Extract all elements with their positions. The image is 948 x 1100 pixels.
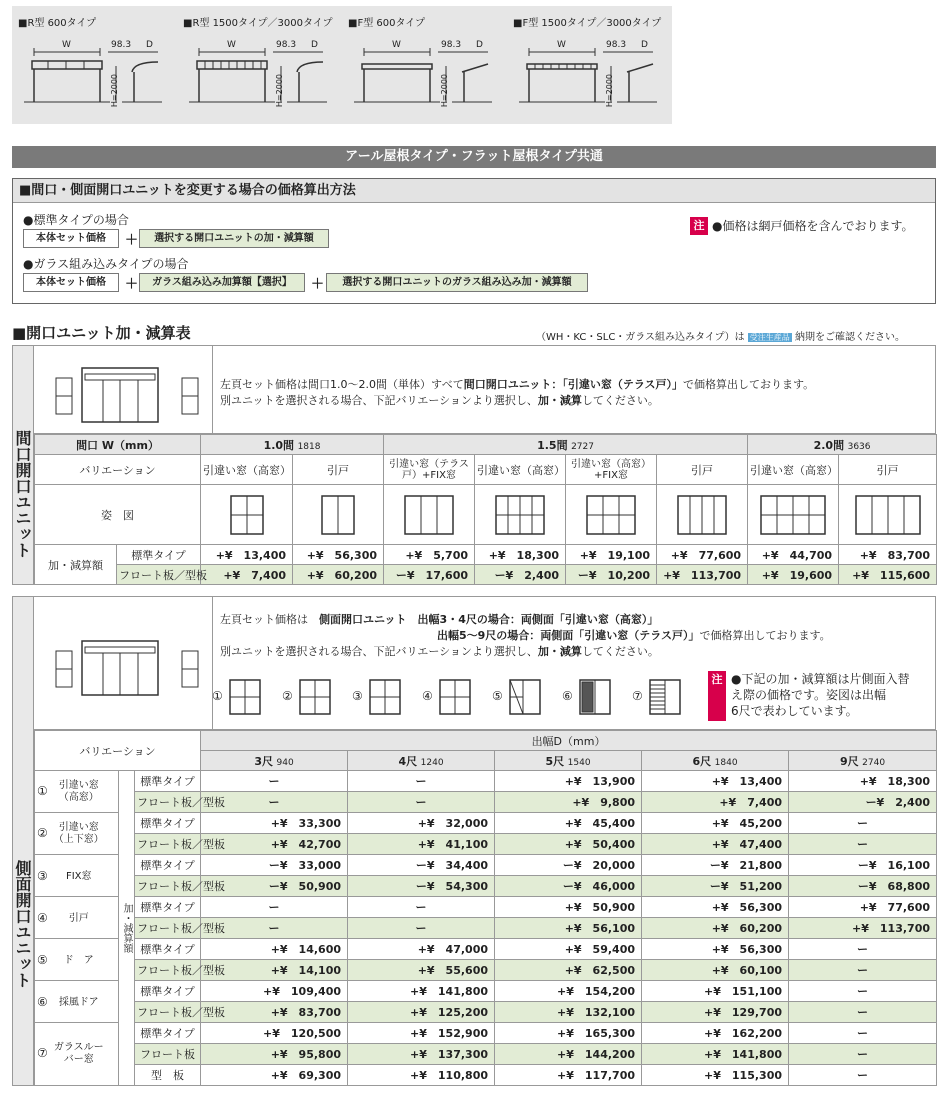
group-name: 2.0間 (813, 438, 845, 452)
price-cell: ー¥ 54,300 (348, 876, 495, 897)
door-icon (509, 679, 541, 715)
unit-name-cell (35, 813, 119, 855)
price-cell: +¥ 42,700 (201, 834, 348, 855)
col-name: 6尺 (692, 754, 712, 768)
confirm-pre: （WH・KC・SLC・ガラス組み込みタイプ）は (536, 332, 745, 343)
col-name: 9尺 (839, 754, 859, 768)
price-cell: +¥ 141,800 (348, 981, 495, 1002)
price-cell: ー¥ 50,900 (201, 876, 348, 897)
price-cell: ー (789, 1002, 937, 1023)
row-type: 標準タイプ (135, 855, 201, 876)
side-desc-line1 (220, 611, 658, 627)
sliding-window-icon (229, 679, 261, 715)
price-cell: ー¥ 2,400 (475, 565, 566, 585)
price-cell: +¥ 60,200 (293, 565, 384, 585)
frontage-table (34, 434, 937, 585)
variation-cell: 引違い窓（高窓）+FIX窓 (566, 455, 657, 485)
figure-cell (839, 485, 937, 545)
price-cell: +¥ 77,600 (789, 897, 937, 918)
ventilation-door-icon (579, 679, 611, 715)
note-line: 6尺で表わしています。 (731, 704, 858, 718)
desc-bold: 間口開口ユニット：「引違い窓（テラス戸）」 (463, 378, 684, 391)
row-type: 標準タイプ (135, 897, 201, 918)
price-cell: +¥ 151,100 (642, 981, 789, 1002)
frontage-intro (34, 345, 936, 434)
group-1 (201, 435, 384, 455)
dim-d: D (311, 40, 318, 50)
col-mm: 1840 (714, 757, 738, 768)
table-row (35, 897, 937, 918)
side-note (731, 671, 909, 719)
price-cell: ー¥ 33,000 (201, 855, 348, 876)
table-row (35, 876, 937, 897)
row-type: フロート板／型板 (135, 834, 201, 855)
price-cell: +¥ 45,200 (642, 813, 789, 834)
col-mm: 1240 (420, 757, 444, 768)
variation-cell: 引戸 (657, 455, 748, 485)
glass-label: ●ガラス組み込みタイプの場合 (23, 257, 189, 271)
col-mm: 2740 (862, 757, 886, 768)
price-cell: +¥ 132,100 (495, 1002, 642, 1023)
dim-h: H=2000 (275, 74, 284, 108)
col-5shaku (495, 751, 642, 771)
var-header: バリエーション (35, 455, 201, 485)
frontage-unit-illustration (54, 360, 204, 426)
adj-table-title: ■開口ユニット加・減算表 (12, 324, 191, 342)
row-type: フロート板／型板 (135, 1002, 201, 1023)
price-cell: ー (789, 1044, 937, 1065)
dim-w: W (227, 40, 236, 50)
frontage-desc-line1 (220, 376, 814, 392)
price-cell: ー (348, 918, 495, 939)
var-header: バリエーション (35, 731, 201, 771)
dim-w: W (392, 40, 401, 50)
row-type: フロート板／型板 (117, 565, 201, 585)
price-calc-box (12, 178, 936, 304)
glass-base-chip: 本体セット価格 (23, 273, 119, 292)
side-desc-line2 (437, 627, 831, 643)
figure-cell (384, 485, 475, 545)
side-unit-illustration (54, 633, 204, 699)
table-row (35, 960, 937, 981)
glass-add1-chip: ガラス組み込み加算額【選択】 (139, 273, 305, 292)
price-cell: +¥ 33,300 (201, 813, 348, 834)
price-cell: +¥ 45,400 (495, 813, 642, 834)
price-cell: +¥ 115,300 (642, 1065, 789, 1086)
price-cell: ー¥ 21,800 (642, 855, 789, 876)
diagram-label: ■F型 1500タイプ／3000タイプ (513, 18, 662, 29)
sliding-door-icon (855, 495, 921, 535)
variation-cell: 引違い窓（高窓） (201, 455, 293, 485)
updown-window-icon (299, 679, 331, 715)
unit-name: 採風ドア (58, 996, 99, 1008)
price-cell: ー (348, 897, 495, 918)
unit-num: ④ (37, 910, 48, 925)
unit-name: 引違い窓（上下窓） (53, 821, 104, 845)
price-cell: ー (789, 981, 937, 1002)
price-cell: +¥ 83,700 (839, 545, 937, 565)
price-cell: +¥ 56,300 (293, 545, 384, 565)
price-cell: +¥ 165,300 (495, 1023, 642, 1044)
terrace-fix-icon (404, 495, 454, 535)
row-type: 標準タイプ (135, 1023, 201, 1044)
price-cell: +¥ 115,600 (839, 565, 937, 585)
frontage-side-label: 間口開口ユニット (12, 345, 34, 585)
price-cell: ー (789, 960, 937, 981)
price-cell: +¥ 18,300 (789, 771, 937, 792)
price-cell: +¥ 18,300 (475, 545, 566, 565)
row-type: フロート板／型板 (135, 918, 201, 939)
price-cell: +¥ 7,400 (201, 565, 293, 585)
price-cell: +¥ 152,900 (348, 1023, 495, 1044)
table-row (35, 834, 937, 855)
price-cell: +¥ 47,000 (348, 939, 495, 960)
price-cell: ー¥ 34,400 (348, 855, 495, 876)
unit-name: ガラスルーバー窓 (53, 1042, 104, 1065)
dim-h: H=2000 (605, 74, 614, 108)
price-cell: +¥ 41,100 (348, 834, 495, 855)
louver-window-icon (649, 679, 681, 715)
desc-text: で価格算出しております。 (683, 378, 815, 391)
diagram-label: ■R型 600タイプ (18, 18, 97, 29)
unit-name: ド ア (63, 954, 94, 966)
desc-bold: 出幅5～9尺の場合： (437, 629, 541, 642)
dim-h: H=2000 (440, 74, 449, 108)
table-row (35, 1023, 937, 1044)
price-cell: ー¥ 51,200 (642, 876, 789, 897)
fig-num: ③ (352, 689, 363, 703)
diagram-label: ■F型 600タイプ (348, 18, 425, 29)
price-cell: +¥ 56,100 (495, 918, 642, 939)
price-cell: ー¥ 68,800 (789, 876, 937, 897)
made-to-order-badge: 受注生産品 (749, 333, 790, 342)
unit-name: FIX窓 (65, 870, 92, 882)
price-cell: +¥ 32,000 (348, 813, 495, 834)
price-cell: +¥ 154,200 (495, 981, 642, 1002)
diagram-label: ■R型 1500タイプ／3000タイプ (183, 18, 333, 29)
table-row (35, 813, 937, 834)
price-cell: +¥ 60,100 (642, 960, 789, 981)
row-type: フロート板 (135, 1044, 201, 1065)
section-banner: アール屋根タイプ・フラット屋根タイプ共通 (12, 146, 936, 168)
sliding-window-icon (230, 495, 264, 535)
price-cell: +¥ 137,300 (348, 1044, 495, 1065)
price-cell: +¥ 55,600 (348, 960, 495, 981)
col-mm: 940 (276, 757, 294, 768)
col-name: 4尺 (398, 754, 418, 768)
price-cell: ー¥ 20,000 (495, 855, 642, 876)
table-row (35, 939, 937, 960)
price-cell: ー (201, 897, 348, 918)
desc-bold: 両側面「引違い窓（高窓）」 (520, 613, 659, 626)
variation-cell: 引違い窓（テラス戸）+FIX窓 (384, 455, 475, 485)
col-9shaku (789, 751, 937, 771)
price-cell: +¥ 19,100 (566, 545, 657, 565)
price-cell: ー¥ 46,000 (495, 876, 642, 897)
desc-bold: 加・減算 (537, 394, 582, 407)
plus-sign: ＋ (125, 233, 139, 248)
unit-name: 引違い窓（高窓） (58, 779, 99, 803)
note-line: え際の価格です。姿図は出幅 (731, 688, 887, 702)
note-line: ●下記の加・減算額は片側面入替 (731, 672, 910, 686)
price-cell: +¥ 59,400 (495, 939, 642, 960)
table-row (35, 918, 937, 939)
row-type: 標準タイプ (135, 813, 201, 834)
desc-text: してください。 (581, 645, 659, 658)
price-cell: +¥ 109,400 (201, 981, 348, 1002)
price-cell: ー (201, 771, 348, 792)
frontage-desc-line2 (220, 392, 659, 408)
note-mark: 注 (690, 217, 708, 235)
dim-w: W (62, 40, 71, 50)
unit-num: ③ (37, 868, 48, 883)
row-type: 型 板 (135, 1065, 201, 1086)
price-cell: +¥ 56,300 (642, 897, 789, 918)
figure-cell (293, 485, 384, 545)
price-cell: ー¥ 2,400 (789, 792, 937, 813)
std-label: ●標準タイプの場合 (23, 213, 129, 227)
dim-d: D (146, 40, 153, 50)
sliding-door-icon (677, 495, 727, 535)
price-cell: +¥ 19,600 (748, 565, 839, 585)
price-cell: +¥ 50,900 (495, 897, 642, 918)
row-type: 標準タイプ (135, 771, 201, 792)
price-cell: ー (201, 918, 348, 939)
desc-text: 左頁セット価格は (220, 613, 308, 626)
unit-num: ② (37, 825, 48, 840)
unit-num: ⑦ (37, 1046, 48, 1060)
price-cell: +¥ 83,700 (201, 1002, 348, 1023)
calc-title: ■間口・側面開口ユニットを変更する場合の価格算出方法 (13, 179, 935, 203)
side-desc-line3 (220, 643, 659, 659)
confirm-note (536, 328, 905, 343)
col-name: 5尺 (545, 754, 565, 768)
col-mm: 1540 (567, 757, 591, 768)
price-cell: +¥ 9,800 (495, 792, 642, 813)
row-type: フロート板／型板 (135, 792, 201, 813)
unit-name-cell (35, 855, 119, 897)
unit-name-cell (35, 897, 119, 939)
row-type: フロート板／型板 (135, 876, 201, 897)
unit-num: ⑥ (37, 994, 48, 1009)
row-type: 標準タイプ (135, 981, 201, 1002)
group-mm: 1818 (297, 441, 321, 452)
plus-sign: ＋ (311, 277, 325, 292)
price-cell: ー (789, 939, 937, 960)
price-cell: ー (201, 792, 348, 813)
col-6shaku (642, 751, 789, 771)
dim-d: D (476, 40, 483, 50)
group-mm: 2727 (571, 441, 594, 452)
price-cell: +¥ 129,700 (642, 1002, 789, 1023)
group-15 (384, 435, 748, 455)
price-cell: +¥ 7,400 (642, 792, 789, 813)
col-3shaku (201, 751, 348, 771)
figure-cell (657, 485, 748, 545)
desc-bold: 両側面「引違い窓（テラス戸）」 (540, 629, 700, 642)
adj-label: 加・減算額 (35, 545, 117, 585)
variation-cell: 引戸 (293, 455, 384, 485)
price-cell: +¥ 5,700 (384, 545, 475, 565)
price-cell: +¥ 95,800 (201, 1044, 348, 1065)
price-cell: +¥ 144,200 (495, 1044, 642, 1065)
unit-name: 引戸 (68, 912, 89, 924)
price-cell: +¥ 56,300 (642, 939, 789, 960)
variation-cell: 引戸 (839, 455, 937, 485)
top-diagram-panel (12, 6, 672, 124)
table-row (35, 792, 937, 813)
group-mm: 3636 (847, 441, 871, 452)
price-cell: +¥ 44,700 (748, 545, 839, 565)
adj-label: 加・減算額 (119, 771, 135, 1086)
price-cell: ー (789, 1065, 937, 1086)
fig-num: ① (212, 689, 223, 703)
dim-gap: 98.3 (276, 40, 297, 50)
figure-cell (201, 485, 293, 545)
unit-name-cell (35, 771, 119, 813)
side-side-label: 側面開口ユニット (12, 596, 34, 1086)
price-cell: ー (348, 792, 495, 813)
fig-num: ④ (422, 689, 433, 703)
price-cell: +¥ 13,900 (495, 771, 642, 792)
group-name: 1.5間 (537, 438, 568, 452)
price-cell: +¥ 117,700 (495, 1065, 642, 1086)
high-window-fix-icon (586, 495, 636, 535)
price-cell: ー (789, 813, 937, 834)
table-row (35, 1044, 937, 1065)
dim-gap: 98.3 (606, 40, 627, 50)
high-window-icon (760, 495, 826, 535)
unit-name-cell (35, 939, 119, 981)
fig-num: ⑥ (562, 689, 573, 703)
unit-num: ① (37, 783, 48, 798)
price-cell: ー (789, 834, 937, 855)
figure-cell (566, 485, 657, 545)
desc-text: 別ユニットを選択される場合、下記バリエーションより選択し、 (220, 645, 538, 658)
dim-gap: 98.3 (111, 40, 132, 50)
price-cell: +¥ 113,700 (657, 565, 748, 585)
side-table (34, 730, 937, 1086)
note-mark: 注 (708, 671, 726, 721)
price-cell: ー¥ 16,100 (789, 855, 937, 876)
price-cell: +¥ 113,700 (789, 918, 937, 939)
price-cell: ー¥ 17,600 (384, 565, 475, 585)
sliding-door-icon (439, 679, 471, 715)
figure-cell (475, 485, 566, 545)
desc-text: 左頁セット価格は間口1.0～2.0間（単体）すべて (220, 378, 464, 391)
price-cell: +¥ 47,400 (642, 834, 789, 855)
high-window-icon (495, 495, 545, 535)
price-cell: ー¥ 10,200 (566, 565, 657, 585)
fig-header: 姿 図 (35, 485, 201, 545)
glass-add2-chip: 選択する開口ユニットのガラス組み込み加・減算額 (326, 273, 588, 292)
price-cell: +¥ 162,200 (642, 1023, 789, 1044)
std-add-chip: 選択する開口ユニットの加・減算額 (139, 229, 329, 248)
price-cell: +¥ 69,300 (201, 1065, 348, 1086)
row-type: フロート板／型板 (135, 960, 201, 981)
group-name: 1.0間 (263, 438, 295, 452)
price-cell: +¥ 110,800 (348, 1065, 495, 1086)
dim-h: H=2000 (110, 74, 119, 108)
price-cell: +¥ 14,600 (201, 939, 348, 960)
fig-num: ② (282, 689, 293, 703)
table-row (35, 855, 937, 876)
price-cell: +¥ 50,400 (495, 834, 642, 855)
desc-bold: 側面開口ユニット 出幅3・4尺の場合： (319, 613, 521, 626)
dim-w: W (557, 40, 566, 50)
price-cell: +¥ 141,800 (642, 1044, 789, 1065)
col-name: 3尺 (254, 754, 273, 768)
price-cell: +¥ 14,100 (201, 960, 348, 981)
desc-bold: 加・減算 (537, 645, 582, 658)
table-row (35, 1065, 937, 1086)
group-2 (748, 435, 937, 455)
fig-num: ⑦ (632, 689, 643, 703)
variation-cell: 引違い窓（高窓） (748, 455, 839, 485)
confirm-post: 納期をご確認ください。 (794, 332, 905, 343)
desc-text: してください。 (581, 394, 659, 407)
price-cell: +¥ 77,600 (657, 545, 748, 565)
side-intro (34, 596, 936, 730)
table-row (35, 1002, 937, 1023)
price-cell: +¥ 62,500 (495, 960, 642, 981)
depth-header: 出幅D（mm） (201, 731, 937, 751)
unit-name-cell (35, 981, 119, 1023)
std-base-chip: 本体セット価格 (23, 229, 119, 248)
dim-d: D (641, 40, 648, 50)
desc-text: で価格算出しております。 (699, 629, 831, 642)
fix-window-icon (369, 679, 401, 715)
price-cell: ー (789, 1023, 937, 1044)
row-type: 標準タイプ (117, 545, 201, 565)
price-cell: +¥ 125,200 (348, 1002, 495, 1023)
w-header: 間口 W（mm） (35, 435, 201, 455)
row-type: 標準タイプ (135, 939, 201, 960)
unit-num: ⑤ (37, 952, 48, 967)
net-note: ●価格は網戸価格を含んでおります。 (712, 219, 914, 233)
price-cell: ー (348, 771, 495, 792)
figure-cell (748, 485, 839, 545)
plus-sign: ＋ (125, 277, 139, 292)
col-4shaku (348, 751, 495, 771)
desc-text: 別ユニットを選択される場合、下記バリエーションより選択し、 (220, 394, 538, 407)
unit-name-cell (35, 1023, 119, 1086)
variation-cell: 引違い窓（高窓） (475, 455, 566, 485)
fig-num: ⑤ (492, 689, 503, 703)
price-cell: +¥ 60,200 (642, 918, 789, 939)
sliding-door-icon (321, 495, 355, 535)
price-cell: +¥ 13,400 (201, 545, 293, 565)
table-row (35, 771, 937, 792)
table-row (35, 981, 937, 1002)
price-cell: +¥ 120,500 (201, 1023, 348, 1044)
dim-gap: 98.3 (441, 40, 462, 50)
price-cell: +¥ 13,400 (642, 771, 789, 792)
